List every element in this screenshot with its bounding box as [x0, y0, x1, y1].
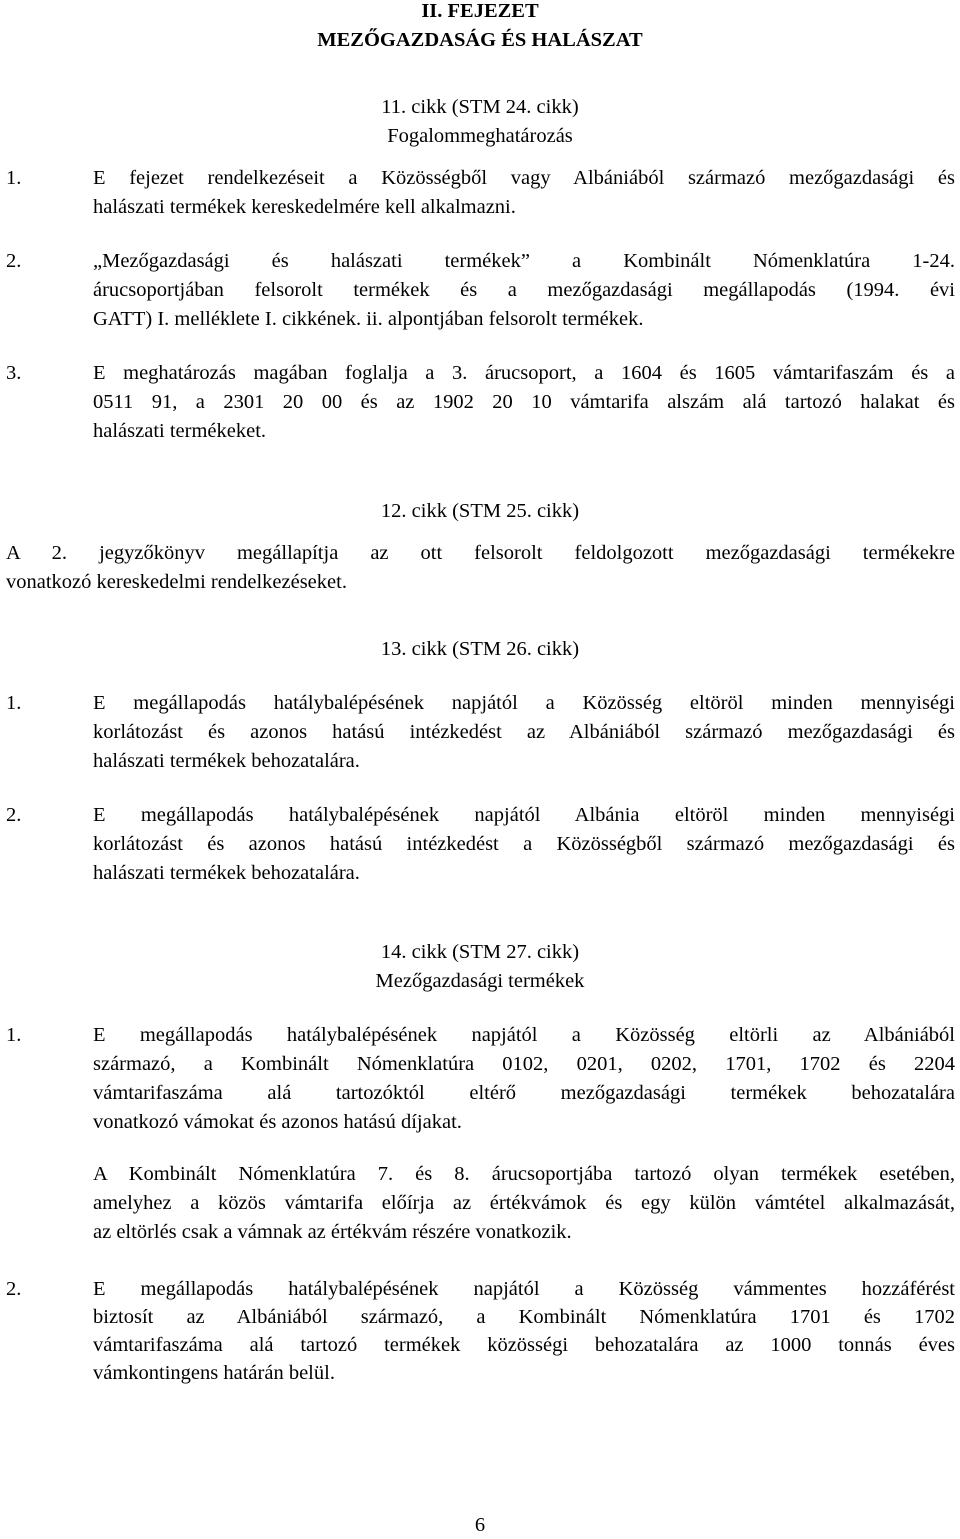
- art13-para2-line3: halászati termékek behozatalára.: [93, 862, 360, 884]
- art14-para1-line3: vámtarifaszáma alá tartozóktól eltérő mezőgazdasági termékek behozatalára: [93, 1082, 955, 1104]
- art14-para1b-line3: az eltörlés csak a vámnak az értékvám részére vonatkozik.: [93, 1221, 572, 1243]
- art11-para3-line3: halászati termékeket.: [93, 420, 267, 442]
- art14-para1-line4: vonatkozó vámokat és azonos hatású díjakat.: [93, 1111, 462, 1133]
- art11-para1-line1: E fejezet rendelkezéseit a Közösségből vagy Albániából származó mezőgazdasági és: [93, 167, 955, 189]
- art13-para1-line1: E megállapodás hatálybalépésének napjától a Közösség eltöröl minden mennyiségi: [93, 692, 955, 714]
- art14-para2-line3: vámtarifaszáma alá tartozó termékek közösségi behozatalára az 1000 tonnás éves: [93, 1334, 955, 1356]
- art11-para3-line2: 0511 91, a 2301 20 00 és az 1902 20 10 vámtarifa alszám alá tartozó halakat és: [93, 391, 955, 413]
- article-14-heading: 14. cikk (STM 27. cikk): [380, 941, 580, 963]
- art13-para2-line1: E megállapodás hatálybalépésének napjától Albánia eltöröl minden mennyiségi: [93, 804, 955, 826]
- art11-para2-line2: árucsoportjában felsorolt termékek és a mezőgazdasági megállapodás (1994. évi: [93, 279, 955, 301]
- art14-para1b-line1: A Kombinált Nómenklatúra 7. és 8. árucsoportjába tartozó olyan termékek esetében,: [93, 1163, 955, 1185]
- art13-para1-number: 1.: [6, 692, 22, 714]
- art14-para1-line2: származó, a Kombinált Nómenklatúra 0102, 0201, 0202, 1701, 1702 és 2204: [93, 1053, 955, 1075]
- art14-para2-number: 2.: [6, 1278, 22, 1300]
- article-12-heading: 12. cikk (STM 25. cikk): [380, 500, 580, 522]
- art13-para1-line3: halászati termékek behozatalára.: [93, 750, 360, 772]
- art11-para3-line1: E meghatározás magában foglalja a 3. árucsoport, a 1604 és 1605 vámtarifaszám és a: [93, 362, 955, 384]
- art14-para2-line1: E megállapodás hatálybalépésének napjától a Közösség vámmentes hozzáférést: [93, 1278, 955, 1300]
- art13-para2-line2: korlátozást és azonos hatású intézkedést a Közösségből származó mezőgazdasági és: [93, 833, 955, 855]
- chapter-title: MEZŐGAZDASÁG ÉS HALÁSZAT: [317, 29, 643, 51]
- chapter-number: II. FEJEZET: [421, 0, 539, 22]
- art11-para1-line2: halászati termékek kereskedelmére kell alkalmazni.: [93, 196, 516, 218]
- art14-para1b-line2: amelyhez a közös vámtarifa előírja az értékvámok és egy külön vámtétel alkalmazását,: [93, 1192, 955, 1214]
- art12-line2: vonatkozó kereskedelmi rendelkezéseket.: [6, 571, 347, 593]
- article-14-subtitle: Mezőgazdasági termékek: [375, 970, 585, 992]
- article-13-heading: 13. cikk (STM 26. cikk): [380, 638, 580, 660]
- art14-para2-line4: vámkontingens határán belül.: [93, 1362, 335, 1384]
- art11-para2-line3: GATT) I. melléklete I. cikkének. ii. alpontjában felsorolt termékek.: [93, 308, 644, 330]
- art11-para3-number: 3.: [6, 362, 22, 384]
- page-number: 6: [474, 1514, 486, 1536]
- art12-line1: A 2. jegyzőkönyv megállapítja az ott felsorolt feldolgozott mezőgazdasági termékekre: [6, 542, 955, 564]
- art11-para2-line1: „Mezőgazdasági és halászati termékek” a Kombinált Nómenklatúra 1-24.: [93, 250, 955, 272]
- art14-para2-line2: biztosít az Albániából származó, a Kombinált Nómenklatúra 1701 és 1702: [93, 1306, 955, 1328]
- art14-para1-line1: E megállapodás hatálybalépésének napjától a Közösség eltörli az Albániából: [93, 1024, 955, 1046]
- article-11-subtitle: Fogalommeghatározás: [387, 125, 573, 147]
- art13-para1-line2: korlátozást és azonos hatású intézkedést az Albániából származó mezőgazdasági és: [93, 721, 955, 743]
- article-11-heading: 11. cikk (STM 24. cikk): [381, 96, 579, 118]
- art13-para2-number: 2.: [6, 804, 22, 826]
- art11-para2-number: 2.: [6, 250, 22, 272]
- art11-para1-number: 1.: [6, 167, 22, 189]
- art14-para1-number: 1.: [6, 1024, 22, 1046]
